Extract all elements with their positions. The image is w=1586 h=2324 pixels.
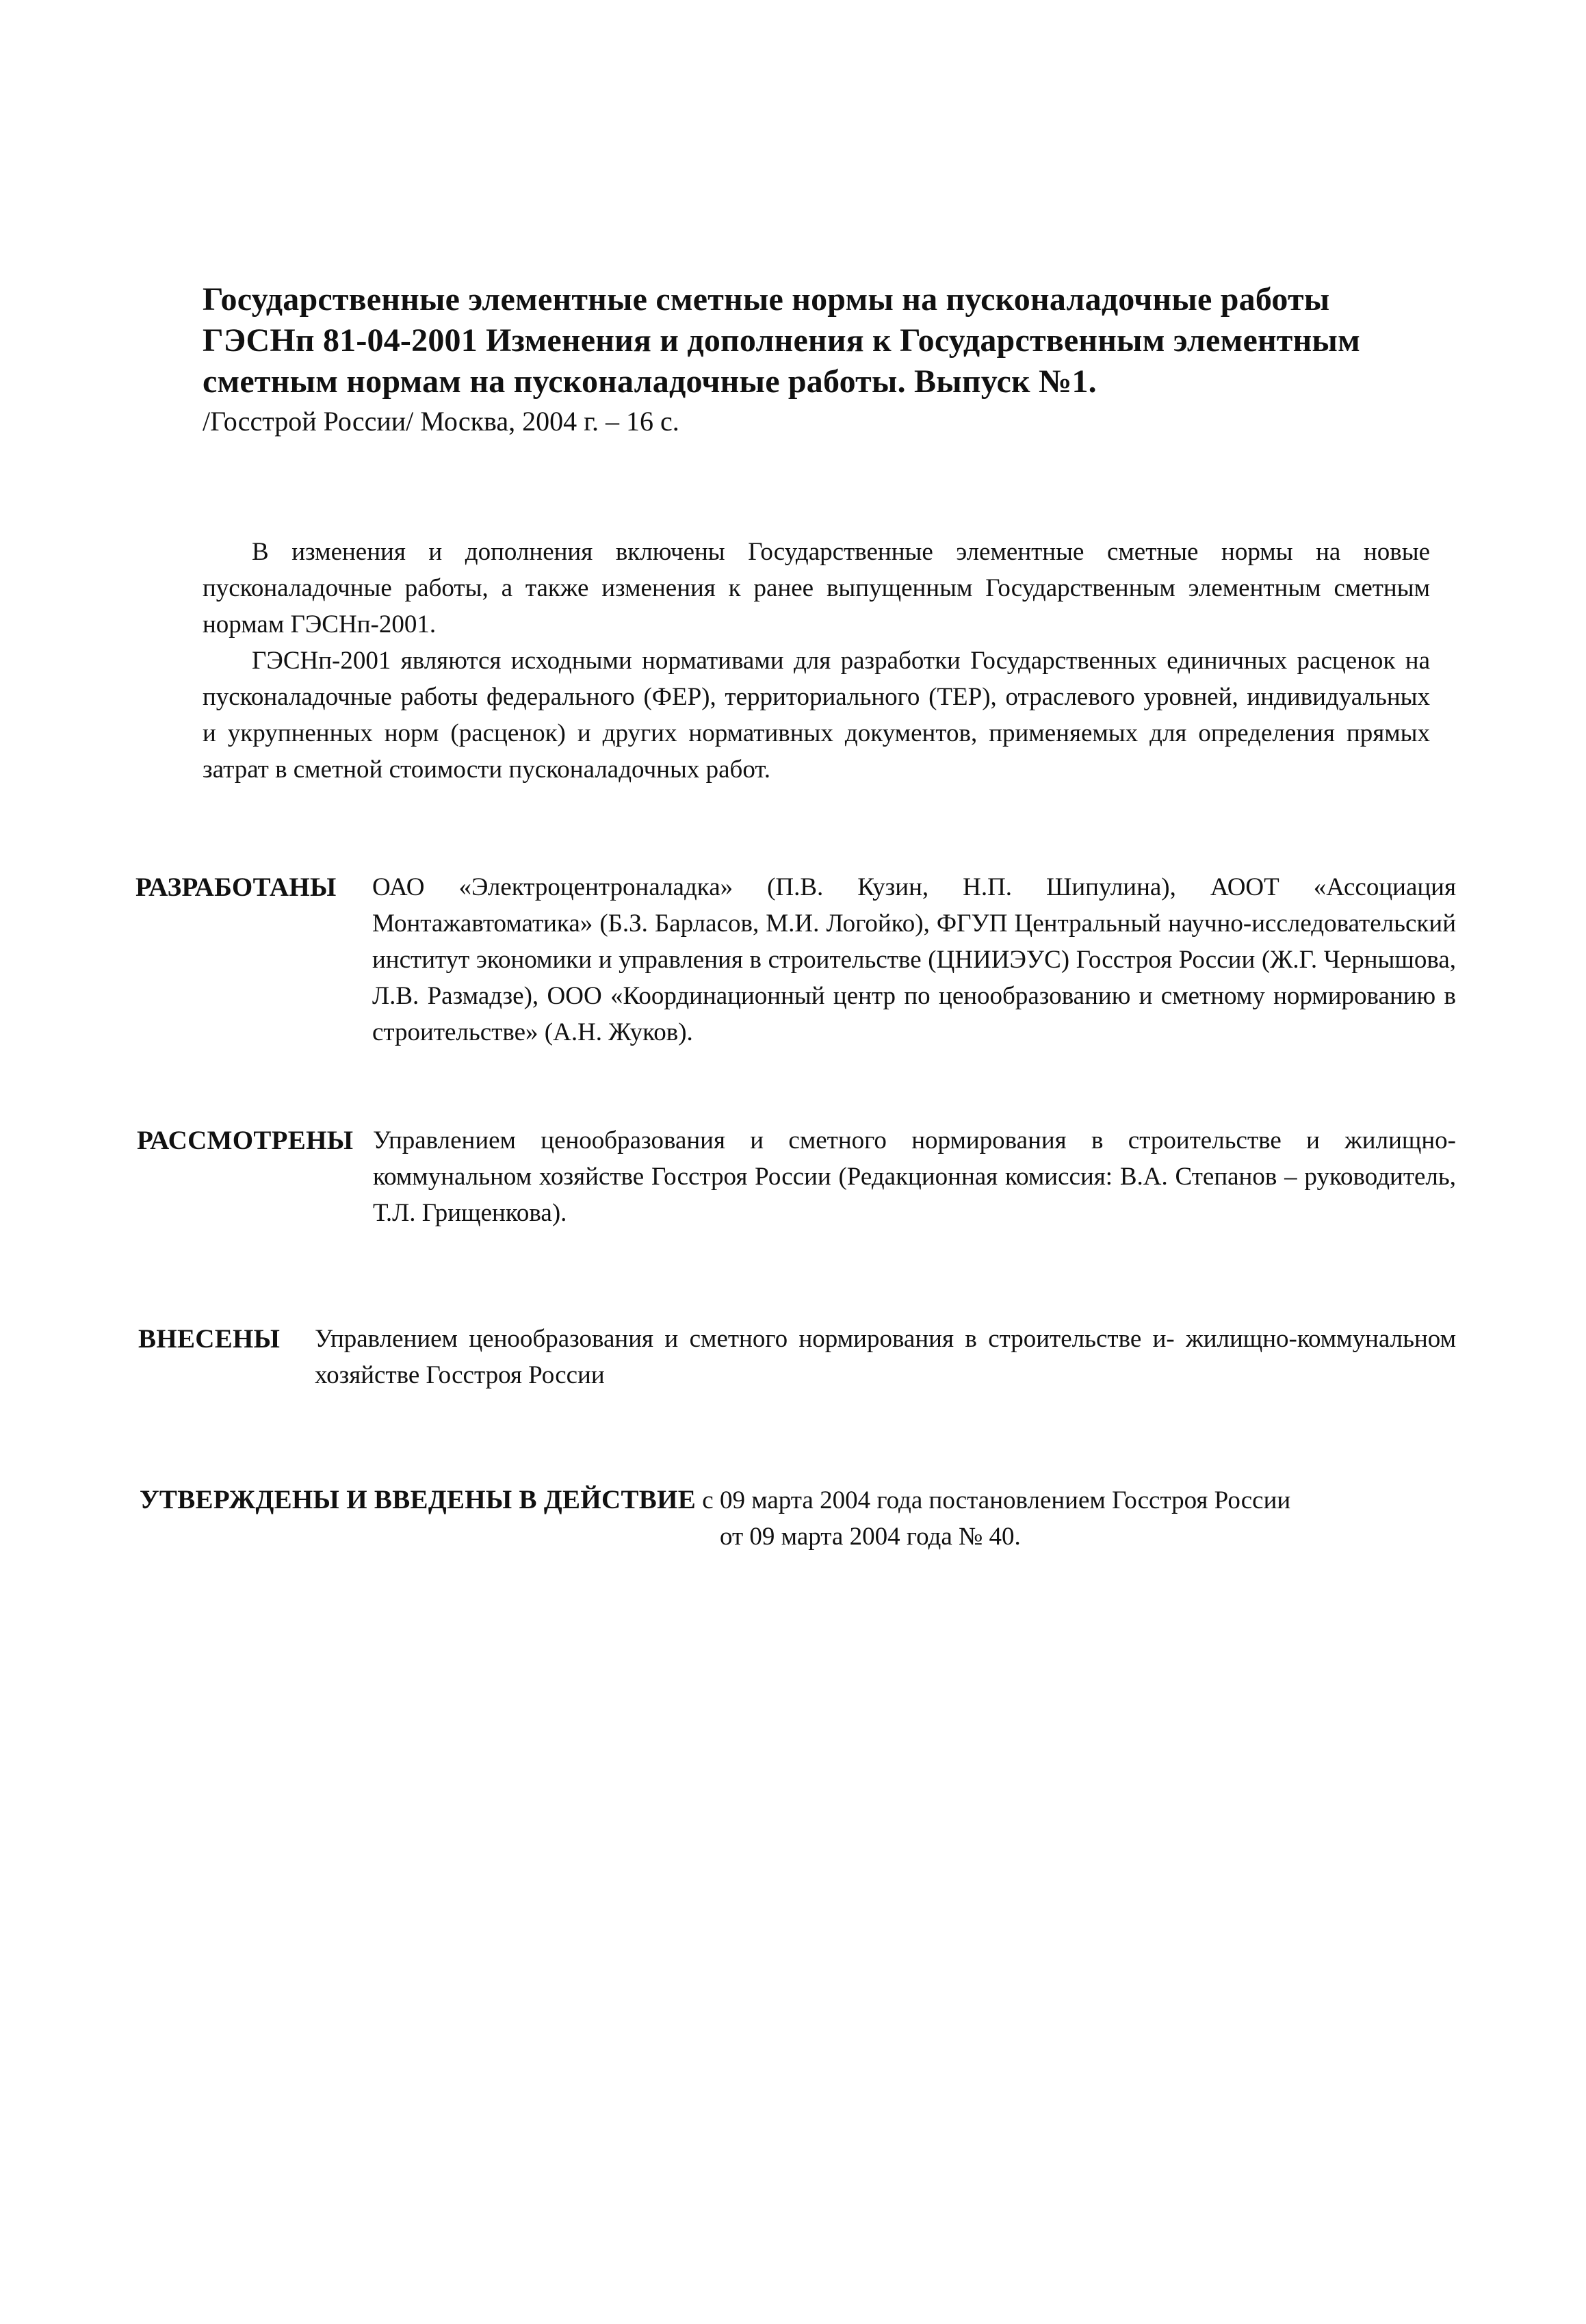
title-line-2: ГЭСНп 81-04-2001 Изменения и дополнения к Государственным элементным — [203, 322, 1361, 359]
submitted-section — [138, 1321, 1456, 1393]
submitted-label: ВНЕСЕНЫ — [138, 1324, 281, 1354]
developed-section — [135, 869, 1456, 1050]
title-line-1: Государственные элементные сметные нормы на пусконаладочные работы — [203, 281, 1330, 318]
reviewed-section — [137, 1122, 1456, 1231]
developed-label: РАЗРАБОТАНЫ — [135, 873, 337, 902]
submitted-text: Управлением ценообразования и сметного нормирования в строительстве и- жилищно-коммунальном хозяйстве Госстроя России — [315, 1325, 1456, 1389]
approved-row-1 — [140, 1482, 1453, 1519]
approved-text-1: с 09 марта 2004 года постановлением Госстроя России — [696, 1486, 1291, 1514]
approved-text-2: от 09 марта 2004 года № 40. — [720, 1523, 1021, 1551]
developed-text: ОАО «Электроцентроналадка» (П.В. Кузин, Н.П. Шипулина), АООТ «Ассоциация Монтажавтоматика» (Б.З. Барласов, М.И. Логойко), ФГУП Центральный научно-исследовательский институт экономики и управления в строительстве (ЦНИИЭУС) Госстроя России (Ж.Г. Чернышова, Л.В. Размадзе), ООО «Координационный центр по ценообразованию и сметному нормированию в строительстве» (А.Н. Жуков). — [372, 873, 1456, 1046]
reviewed-text: Управлением ценообразования и сметного нормирования в строительстве и жилищно-коммунальном хозяйстве Госстроя России (Редакционная комиссия: В.А. Степанов – руководитель, Т.Л. Грищенкова). — [373, 1126, 1456, 1227]
approved-label: УТВЕРЖДЕНЫ И ВВЕДЕНЫ В ДЕЙСТВИЕ — [140, 1485, 697, 1514]
title-block — [203, 279, 1434, 441]
approved-section — [140, 1482, 1453, 1555]
title-line-3: сметным нормам на пусконаладочные работы. Выпуск №1. — [203, 363, 1097, 400]
reviewed-label: РАССМОТРЕНЫ — [137, 1126, 354, 1155]
publisher-line: /Госстрой России/ Москва, 2004 г. – 16 с. — [203, 406, 679, 437]
intro-paragraph-2: ГЭСНп-2001 являются исходными нормативами для разработки Государственных единичных расценок на пусконаладочные работы федерального (ФЕР), территориального (ТЕР), отраслевого уровней, индивидуальных и укрупненных норм (расценок) и других нормативных документов, применяемых для определения прямых затрат в сметной стоимости пусконаладочных работ. — [203, 647, 1430, 784]
intro-paragraph-1: В изменения и дополнения включены Государственные элементные сметные нормы на новые пусконаладочные работы, а также изменения к ранее выпущенным Государственным элементным сметным нормам ГЭСНп-2001. — [203, 538, 1430, 638]
intro-section — [203, 534, 1430, 788]
